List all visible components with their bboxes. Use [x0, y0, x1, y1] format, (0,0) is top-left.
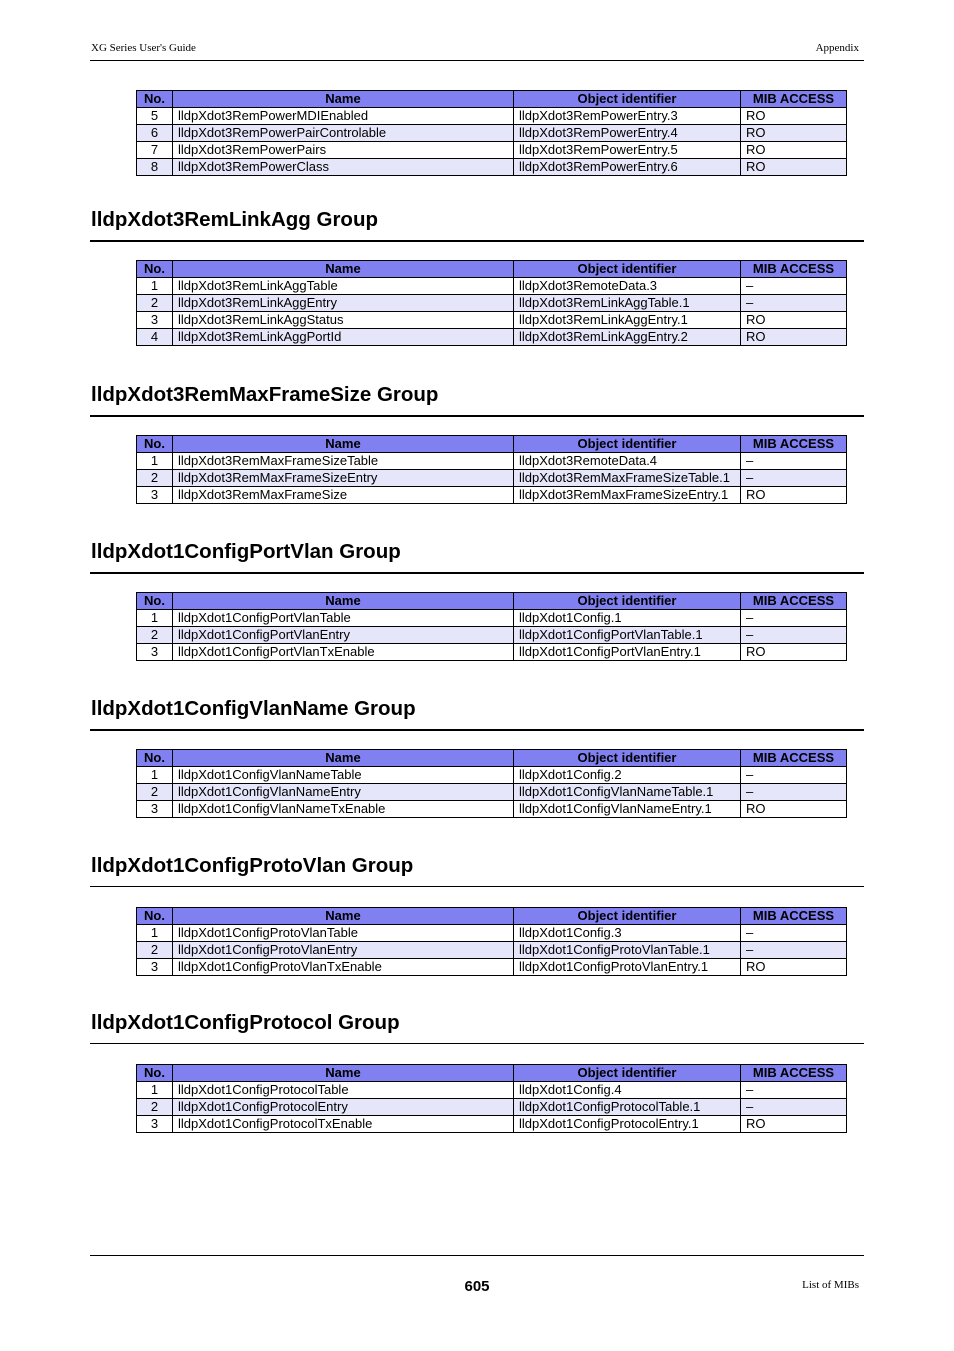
footer-section-label: List of MIBs — [802, 1279, 859, 1291]
section-title: lldpXdot1ConfigVlanName Group — [91, 697, 416, 720]
column-header-mib-access: MIB ACCESS — [741, 261, 847, 278]
column-header-object-identifier: Object identifier — [514, 436, 741, 453]
table-row — [137, 108, 847, 125]
cell-mib-access: – — [741, 784, 847, 801]
cell-no: 3 — [137, 644, 173, 661]
column-header-name: Name — [173, 91, 514, 108]
cell-name: lldpXdot1ConfigVlanNameTxEnable — [173, 801, 514, 818]
cell-mib-access: RO — [741, 1116, 847, 1133]
table-row — [137, 801, 847, 818]
table-row — [137, 1082, 847, 1099]
cell-no: 1 — [137, 453, 173, 470]
cell-no: 1 — [137, 278, 173, 295]
cell-object-identifier: lldpXdot3RemoteData.3 — [514, 278, 741, 295]
mib-table — [136, 749, 847, 818]
cell-mib-access: RO — [741, 959, 847, 976]
column-header-no: No. — [137, 1065, 173, 1082]
table-header-row — [137, 593, 847, 610]
section-rule — [90, 886, 864, 887]
cell-no: 2 — [137, 295, 173, 312]
table-row — [137, 784, 847, 801]
cell-no: 2 — [137, 470, 173, 487]
mib-table — [136, 435, 847, 504]
cell-mib-access: – — [741, 295, 847, 312]
table-row — [137, 159, 847, 176]
cell-name: lldpXdot1ConfigPortVlanTxEnable — [173, 644, 514, 661]
cell-name: lldpXdot3RemLinkAggStatus — [173, 312, 514, 329]
cell-name: lldpXdot1ConfigVlanNameTable — [173, 767, 514, 784]
cell-no: 3 — [137, 801, 173, 818]
cell-name: lldpXdot1ConfigPortVlanEntry — [173, 627, 514, 644]
cell-no: 2 — [137, 1099, 173, 1116]
cell-object-identifier: lldpXdot3RemPowerEntry.6 — [514, 159, 741, 176]
cell-mib-access: – — [741, 627, 847, 644]
cell-mib-access: – — [741, 610, 847, 627]
cell-mib-access: – — [741, 1099, 847, 1116]
column-header-name: Name — [173, 261, 514, 278]
cell-name: lldpXdot3RemLinkAggTable — [173, 278, 514, 295]
cell-name: lldpXdot1ConfigVlanNameEntry — [173, 784, 514, 801]
column-header-object-identifier: Object identifier — [514, 1065, 741, 1082]
column-header-name: Name — [173, 593, 514, 610]
table-row — [137, 329, 847, 346]
cell-object-identifier: lldpXdot1Config.4 — [514, 1082, 741, 1099]
cell-object-identifier: lldpXdot3RemPowerEntry.3 — [514, 108, 741, 125]
cell-object-identifier: lldpXdot1ConfigProtoVlanEntry.1 — [514, 959, 741, 976]
column-header-mib-access: MIB ACCESS — [741, 908, 847, 925]
column-header-object-identifier: Object identifier — [514, 908, 741, 925]
cell-object-identifier: lldpXdot3RemMaxFrameSizeEntry.1 — [514, 487, 741, 504]
cell-object-identifier: lldpXdot1ConfigProtoVlanTable.1 — [514, 942, 741, 959]
cell-name: lldpXdot3RemPowerPairControlable — [173, 125, 514, 142]
footer-rule — [90, 1255, 864, 1256]
cell-no: 1 — [137, 1082, 173, 1099]
cell-no: 6 — [137, 125, 173, 142]
table-row — [137, 312, 847, 329]
section-title: lldpXdot3RemMaxFrameSize Group — [91, 383, 439, 406]
page-number: 605 — [464, 1278, 490, 1295]
section-title: lldpXdot1ConfigPortVlan Group — [91, 540, 401, 563]
cell-name: lldpXdot1ConfigProtoVlanTxEnable — [173, 959, 514, 976]
mib-table — [136, 592, 847, 661]
table-row — [137, 142, 847, 159]
cell-object-identifier: lldpXdot1ConfigPortVlanTable.1 — [514, 627, 741, 644]
cell-mib-access: – — [741, 942, 847, 959]
column-header-no: No. — [137, 436, 173, 453]
mib-table — [136, 907, 847, 976]
column-header-name: Name — [173, 750, 514, 767]
table-row — [137, 959, 847, 976]
column-header-mib-access: MIB ACCESS — [741, 593, 847, 610]
column-header-object-identifier: Object identifier — [514, 593, 741, 610]
section-title: lldpXdot3RemLinkAgg Group — [91, 208, 378, 231]
table-row — [137, 925, 847, 942]
section-rule — [90, 729, 864, 731]
cell-object-identifier: lldpXdot1ConfigPortVlanEntry.1 — [514, 644, 741, 661]
table-row — [137, 610, 847, 627]
mib-table — [136, 90, 847, 176]
section-title: lldpXdot1ConfigProtoVlan Group — [91, 854, 414, 877]
cell-no: 3 — [137, 1116, 173, 1133]
cell-mib-access: RO — [741, 644, 847, 661]
cell-mib-access: RO — [741, 329, 847, 346]
cell-mib-access: – — [741, 278, 847, 295]
cell-mib-access: – — [741, 453, 847, 470]
table-row — [137, 942, 847, 959]
cell-mib-access: RO — [741, 159, 847, 176]
cell-object-identifier: lldpXdot3RemLinkAggEntry.1 — [514, 312, 741, 329]
table-header-row — [137, 1065, 847, 1082]
table-header-row — [137, 261, 847, 278]
cell-no: 1 — [137, 610, 173, 627]
column-header-no: No. — [137, 750, 173, 767]
cell-no: 2 — [137, 627, 173, 644]
table-row — [137, 125, 847, 142]
cell-name: lldpXdot3RemLinkAggEntry — [173, 295, 514, 312]
mib-table — [136, 1064, 847, 1133]
cell-mib-access: RO — [741, 142, 847, 159]
cell-name: lldpXdot1ConfigProtoVlanTable — [173, 925, 514, 942]
cell-no: 5 — [137, 108, 173, 125]
table-row — [137, 278, 847, 295]
column-header-mib-access: MIB ACCESS — [741, 91, 847, 108]
running-header-right: Appendix — [815, 42, 859, 54]
section-rule — [90, 572, 864, 574]
table-header-row — [137, 750, 847, 767]
column-header-mib-access: MIB ACCESS — [741, 1065, 847, 1082]
column-header-mib-access: MIB ACCESS — [741, 750, 847, 767]
table-header-row — [137, 91, 847, 108]
cell-mib-access: – — [741, 925, 847, 942]
cell-object-identifier: lldpXdot1ConfigVlanNameEntry.1 — [514, 801, 741, 818]
cell-name: lldpXdot3RemPowerMDIEnabled — [173, 108, 514, 125]
cell-mib-access: RO — [741, 801, 847, 818]
table-header-row — [137, 436, 847, 453]
table-row — [137, 767, 847, 784]
cell-object-identifier: lldpXdot3RemMaxFrameSizeTable.1 — [514, 470, 741, 487]
cell-no: 2 — [137, 942, 173, 959]
cell-name: lldpXdot3RemMaxFrameSizeEntry — [173, 470, 514, 487]
table-row — [137, 627, 847, 644]
cell-name: lldpXdot3RemMaxFrameSizeTable — [173, 453, 514, 470]
section-rule — [90, 240, 864, 242]
cell-name: lldpXdot1ConfigProtocolTxEnable — [173, 1116, 514, 1133]
column-header-name: Name — [173, 908, 514, 925]
cell-object-identifier: lldpXdot1Config.2 — [514, 767, 741, 784]
cell-no: 4 — [137, 329, 173, 346]
table-header-row — [137, 908, 847, 925]
table-row — [137, 644, 847, 661]
table-row — [137, 1116, 847, 1133]
column-header-name: Name — [173, 436, 514, 453]
cell-object-identifier: lldpXdot3RemLinkAggTable.1 — [514, 295, 741, 312]
cell-no: 7 — [137, 142, 173, 159]
column-header-no: No. — [137, 593, 173, 610]
mib-table — [136, 260, 847, 346]
cell-no: 3 — [137, 312, 173, 329]
cell-name: lldpXdot3RemMaxFrameSize — [173, 487, 514, 504]
cell-name: lldpXdot1ConfigPortVlanTable — [173, 610, 514, 627]
column-header-name: Name — [173, 1065, 514, 1082]
cell-mib-access: RO — [741, 487, 847, 504]
cell-object-identifier: lldpXdot1Config.1 — [514, 610, 741, 627]
cell-no: 3 — [137, 959, 173, 976]
cell-object-identifier: lldpXdot3RemLinkAggEntry.2 — [514, 329, 741, 346]
column-header-mib-access: MIB ACCESS — [741, 436, 847, 453]
cell-no: 8 — [137, 159, 173, 176]
table-row — [137, 487, 847, 504]
cell-object-identifier: lldpXdot3RemPowerEntry.4 — [514, 125, 741, 142]
cell-object-identifier: lldpXdot1ConfigProtocolTable.1 — [514, 1099, 741, 1116]
column-header-no: No. — [137, 91, 173, 108]
cell-mib-access: – — [741, 1082, 847, 1099]
column-header-object-identifier: Object identifier — [514, 91, 741, 108]
cell-no: 3 — [137, 487, 173, 504]
column-header-object-identifier: Object identifier — [514, 261, 741, 278]
cell-mib-access: – — [741, 767, 847, 784]
cell-name: lldpXdot3RemLinkAggPortId — [173, 329, 514, 346]
cell-mib-access: – — [741, 470, 847, 487]
table-row — [137, 295, 847, 312]
section-rule — [90, 415, 864, 417]
cell-no: 1 — [137, 767, 173, 784]
cell-object-identifier: lldpXdot3RemoteData.4 — [514, 453, 741, 470]
cell-no: 1 — [137, 925, 173, 942]
section-rule — [90, 1043, 864, 1044]
cell-name: lldpXdot3RemPowerClass — [173, 159, 514, 176]
section-title: lldpXdot1ConfigProtocol Group — [91, 1011, 400, 1034]
header-rule — [90, 60, 864, 61]
column-header-no: No. — [137, 261, 173, 278]
table-row — [137, 453, 847, 470]
cell-object-identifier: lldpXdot3RemPowerEntry.5 — [514, 142, 741, 159]
cell-mib-access: RO — [741, 125, 847, 142]
cell-object-identifier: lldpXdot1ConfigProtocolEntry.1 — [514, 1116, 741, 1133]
cell-mib-access: RO — [741, 108, 847, 125]
cell-object-identifier: lldpXdot1ConfigVlanNameTable.1 — [514, 784, 741, 801]
cell-name: lldpXdot1ConfigProtoVlanEntry — [173, 942, 514, 959]
running-header-left: XG Series User's Guide — [91, 42, 196, 54]
column-header-no: No. — [137, 908, 173, 925]
column-header-object-identifier: Object identifier — [514, 750, 741, 767]
cell-object-identifier: lldpXdot1Config.3 — [514, 925, 741, 942]
cell-mib-access: RO — [741, 312, 847, 329]
cell-no: 2 — [137, 784, 173, 801]
table-row — [137, 1099, 847, 1116]
table-row — [137, 470, 847, 487]
cell-name: lldpXdot1ConfigProtocolEntry — [173, 1099, 514, 1116]
cell-name: lldpXdot3RemPowerPairs — [173, 142, 514, 159]
cell-name: lldpXdot1ConfigProtocolTable — [173, 1082, 514, 1099]
